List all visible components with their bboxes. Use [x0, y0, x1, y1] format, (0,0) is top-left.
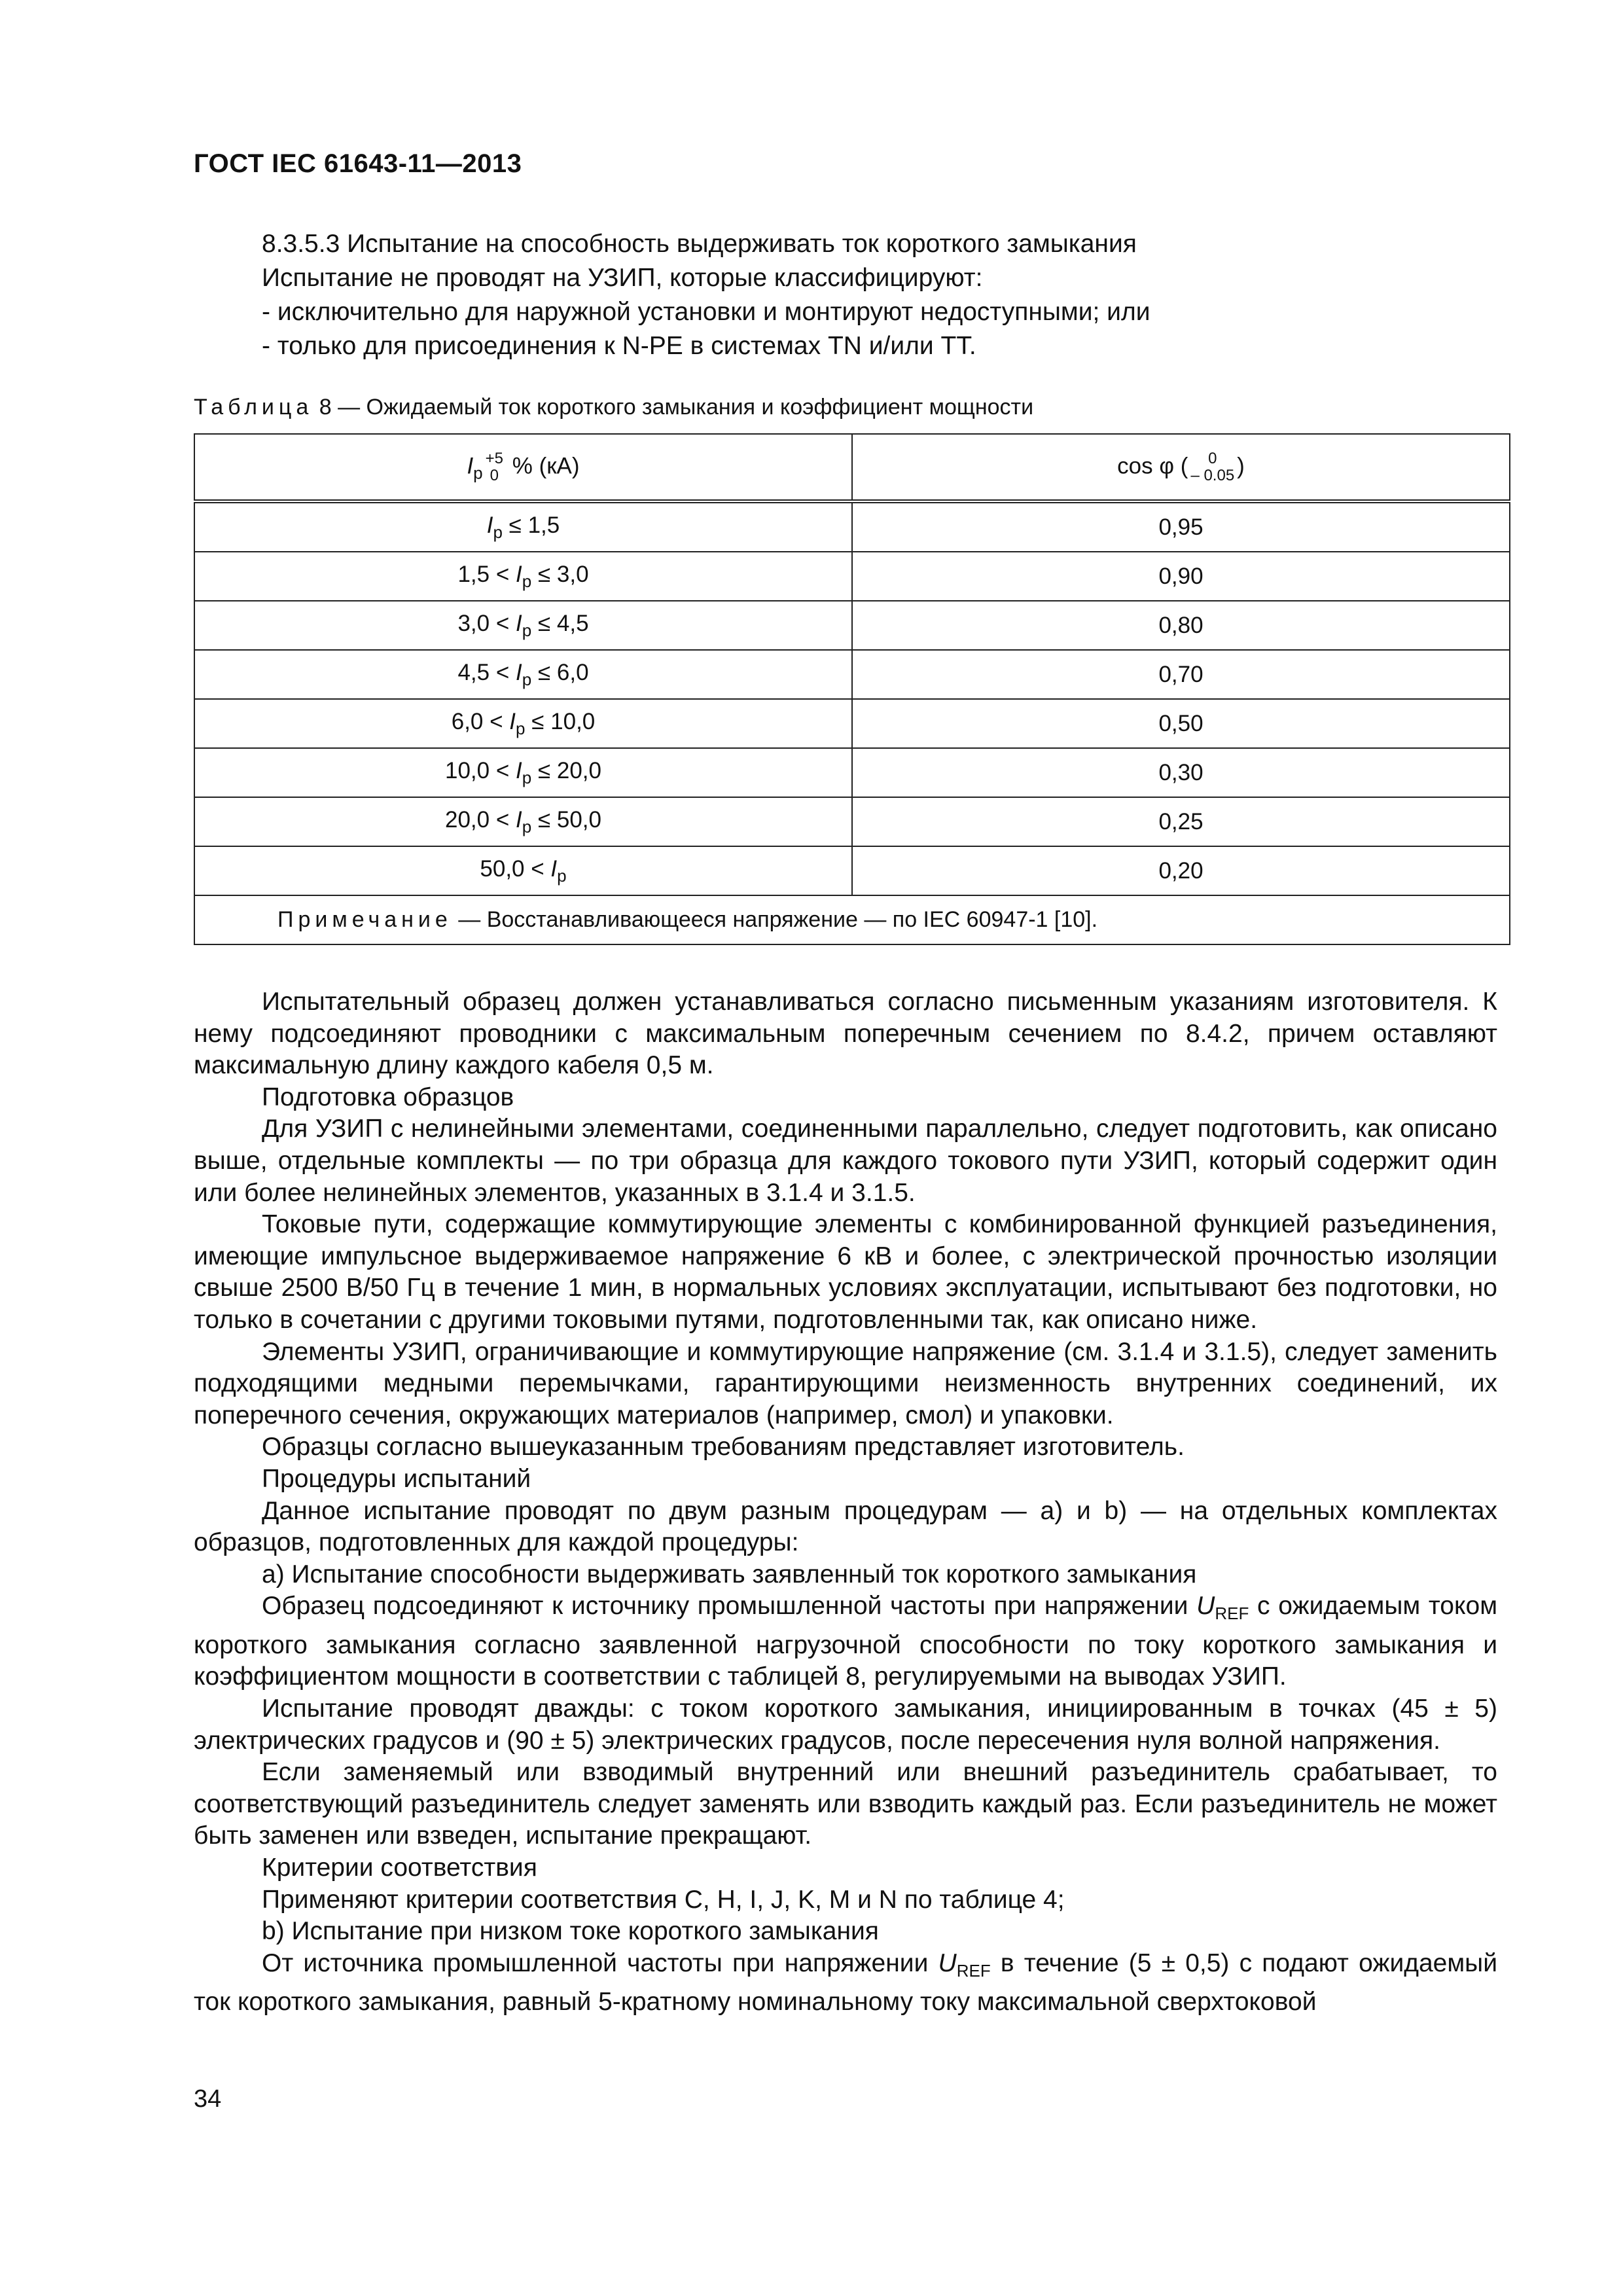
header-cos-phi: [852, 434, 1510, 501]
cos-phi-cell: 0,95: [852, 501, 1510, 552]
note-label: Примечание: [277, 907, 452, 932]
current-symbol: I: [516, 561, 522, 587]
table-caption-label: Таблица: [194, 395, 313, 420]
paragraph: Элементы УЗИП, ограничивающие и коммутирующие напряжение (см. 3.1.4 и 3.1.5), следует заменить подходящими медными перемычками, гарантирующими неизменность внутренних соединений, их поперечного сечения, окружающих материалов (например, смол) и упаковки.: [194, 1337, 1497, 1429]
tolerance-bottom: – 0.05: [1190, 466, 1235, 484]
voltage-sub: REF: [1215, 1604, 1249, 1624]
subheading: a) Испытание способности выдерживать заявленный ток короткого замыкания: [262, 1560, 1197, 1588]
table-row: [194, 846, 1510, 895]
subheading: b) Испытание при низком токе короткого замыкания: [262, 1917, 879, 1946]
range-cell: $20,0 < I_p \le 50,0$: [194, 797, 852, 846]
intro-line: Испытание не проводят на УЗИП, которые классифицируют:: [262, 264, 983, 292]
range-cell: $6,0 < I_p \le 10,0$: [194, 699, 852, 748]
table-header-row: [194, 434, 1510, 501]
intro-bullet: - только для присоединения к N-PE в системах TN и/или TT.: [262, 332, 976, 360]
voltage-symbol: U: [1196, 1592, 1215, 1621]
current-symbol: I: [486, 512, 493, 538]
cos-phi-cell: 0,20: [852, 846, 1510, 895]
paragraph: Применяют критерии соответствия C, H, I, J, K, M и N по таблице 4;: [262, 1885, 1065, 1914]
paragraph: Данное испытание проводят по двум разным процедурам — a) и b) — на отдельных комплектах образцов, подготовленных для каждой процедуры:: [194, 1496, 1497, 1557]
current-symbol: I: [509, 708, 516, 734]
tolerance-bottom: 0: [490, 466, 499, 484]
current-symbol: I: [516, 610, 522, 636]
range-cell: $4,5 < I_p \le 6,0$: [194, 650, 852, 699]
paragraph: Токовые пути, содержащие коммутирующие элементы с комбинированной функцией разъединения, имеющие импульсное выдерживаемое напряжение 6 кВ и более, с электрической прочностью изоляции свыше 2500 В/50 Гц в течение 1 мин, в нормальных условиях эксплуатации, испытывают без подготовки, но только в сочетании с другими токовыми путями, подготовленными так, как описано ниже.: [194, 1210, 1497, 1334]
header-current-sub: p: [473, 462, 483, 482]
subheading: Критерии соответствия: [262, 1854, 537, 1882]
header-cos-phi-tolerance: [1190, 450, 1234, 484]
current-symbol: I: [516, 659, 522, 685]
header-cos-phi-text: cos φ (: [1117, 452, 1188, 478]
paragraph: Для УЗИП с нелинейными элементами, соединенными параллельно, следует подготовить, как описано выше, отдельные комплекты — по три образца для каждого токового пути УЗИП, который содержит один или более нелинейных элементов, указанных в 3.1.4 и 3.1.5.: [194, 1115, 1497, 1207]
range-cell: $I_p \le 1,5$: [194, 501, 852, 552]
voltage-symbol: U: [938, 1948, 957, 1977]
table-row: [194, 797, 1510, 846]
table-row: [194, 748, 1510, 797]
paragraph: От источника промышленной частоты при напряжении $U_{REF}$ в течение (5 ± 0,5) с подают ожидаемый ток короткого замыкания, равный 5-кратному номинальному току максимальной сверхтоковой: [194, 1948, 1497, 2017]
cos-phi-cell: 0,25: [852, 797, 1510, 846]
clause-title: 8.3.5.3 Испытание на способность выдерживать ток короткого замыкания: [262, 230, 1137, 258]
header-current: [194, 434, 852, 501]
header-cos-phi-close: ): [1237, 452, 1245, 478]
note-text: — Восстанавливающееся напряжение — по IEC 60947-1 [10].: [452, 907, 1098, 932]
table-row: [194, 650, 1510, 699]
paragraph: Испытательный образец должен устанавливаться согласно письменным указаниям изготовителя. К нему подсоединяют проводники с максимальным поперечным сечением по 8.4.2, причем оставляют максимальную длину каждого кабеля 0,5 м.: [194, 988, 1497, 1080]
intro-section: [194, 227, 1497, 363]
table-row: [194, 501, 1510, 552]
table-row: [194, 552, 1510, 601]
header-current-symbol: I: [467, 452, 474, 478]
table-row: [194, 601, 1510, 650]
voltage-sub: REF: [956, 1960, 991, 1981]
cos-phi-cell: 0,70: [852, 650, 1510, 699]
cos-phi-cell: 0,30: [852, 748, 1510, 797]
paragraph: Испытание проводят дважды: с током короткого замыкания, инициированным в точках (45 ± 5) электрических градусов и (90 ± 5) электрических градусов, после пересечения нуля волной напряжения.: [194, 1695, 1497, 1755]
current-symbol: I: [516, 806, 522, 833]
table-row: [194, 699, 1510, 748]
cos-phi-cell: 0,90: [852, 552, 1510, 601]
tolerance-top: +5: [485, 449, 504, 467]
table-note: [194, 895, 1510, 944]
header-current-unit: % (кА): [506, 452, 580, 478]
table-caption-text: 8 — Ожидаемый ток короткого замыкания и коэффициент мощности: [313, 395, 1034, 420]
header-current-tolerance: [486, 450, 503, 484]
table-note-row: [194, 895, 1510, 944]
subheading: Процедуры испытаний: [262, 1464, 531, 1493]
document-header: ГОСТ IEC 61643-11—2013: [194, 149, 522, 178]
current-symbol: I: [550, 855, 558, 882]
table-caption: [194, 393, 1497, 422]
tolerance-top: 0: [1208, 449, 1217, 467]
current-symbol: I: [516, 757, 522, 783]
range-cell: $1,5 < I_p \le 3,0$: [194, 552, 852, 601]
page-number: 34: [194, 2085, 222, 2113]
range-cell: $10,0 < I_p \le 20,0$: [194, 748, 852, 797]
cos-phi-cell: 0,50: [852, 699, 1510, 748]
paragraph: Образцы согласно вышеуказанным требованиям представляет изготовитель.: [262, 1433, 1185, 1462]
intro-bullet: - исключительно для наружной установки и монтируют недоступными; или: [262, 298, 1150, 326]
paragraph: Образец подсоединяют к источнику промышленной частоты при напряжении $U_{REF}$ с ожидаемым током короткого замыкания согласно заявленной нагрузочной способности по току короткого замыкания и коэффициентом мощности в соответствии с таблицей 8, регулируемыми на выводах УЗИП.: [194, 1592, 1498, 1691]
range-cell: $50,0 < I_p$: [194, 846, 852, 895]
paragraph: Если заменяемый или взводимый внутренний или внешний разъединитель срабатывает, то соответствующий разъединитель следует заменять или взводить каждый раз. Если разъединитель не может быть заменен или взведен, испытание прекращают.: [194, 1758, 1497, 1850]
table-8: [194, 433, 1510, 945]
range-cell: $3,0 < I_p \le 4,5$: [194, 601, 852, 650]
body-text: [194, 986, 1497, 2018]
subheading: Подготовка образцов: [262, 1083, 514, 1111]
cos-phi-cell: 0,80: [852, 601, 1510, 650]
